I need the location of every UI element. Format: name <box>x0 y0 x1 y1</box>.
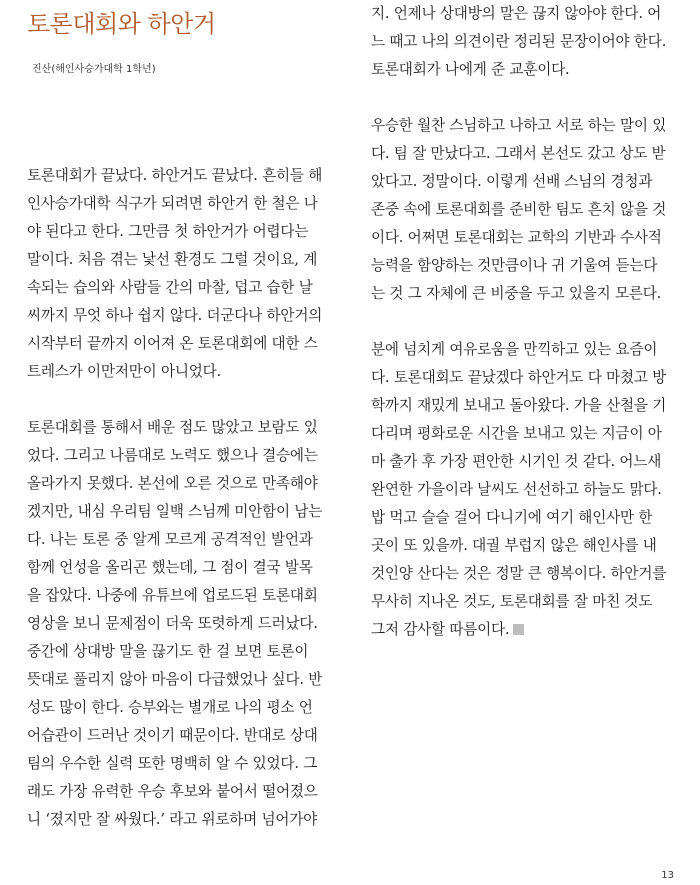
paragraph-gap <box>27 386 325 414</box>
text-line: 성도 많이 한다. 승부와는 별개로 나의 평소 언 <box>27 699 313 716</box>
text-line: 뜻대로 풀리지 않아 마음이 다급했었나 싶다. 반 <box>27 671 323 688</box>
text-line: 래도 가장 유력한 우승 후보와 붙어서 떨어졌으 <box>27 783 318 800</box>
end-mark-square-icon <box>513 624 524 635</box>
text-line: 시작부터 끝까지 이어져 온 토론대회에 대한 스 <box>27 335 318 352</box>
text-line: 분에 넘치게 여유로움을 만끽하고 있는 요즘이 <box>371 341 658 358</box>
text-line: 말이다. 처음 겪는 낯선 환경도 그럴 것이요, 계 <box>27 251 318 268</box>
text-line: 을 잡았다. 나중에 유튜브에 업로드된 토론대회 <box>27 587 318 604</box>
paragraph-gap <box>371 308 669 336</box>
text-line-content: 그저 감사할 따름이다. <box>371 621 510 638</box>
text-line: 다. 팀 잘 만났다고. 그래서 본선도 갔고 상도 받 <box>371 145 666 162</box>
right-column <box>371 0 669 644</box>
text-line: 곳이 또 있을까. 대궐 부럽지 않은 해인사를 내 <box>371 537 657 554</box>
text-line: 니 ‘졌지만 잘 싸웠다.’ 라고 위로하며 넘어가야 <box>27 811 318 828</box>
text-line: 인사승가대학 식구가 되려면 하안거 한 철은 나 <box>27 195 318 212</box>
text-line: 우승한 월찬 스님하고 나하고 서로 하는 말이 있 <box>371 117 667 134</box>
text-line: 었다. 그리고 나름대로 노력도 했으나 결승에는 <box>27 447 318 464</box>
text-line: 어습관이 드러난 것이기 때문이다. 반대로 상대 <box>27 727 318 744</box>
text-line: 중간에 상대방 말을 끊기도 한 걸 보면 토론이 <box>27 643 309 660</box>
text-line: 이다. 어쩌면 토론대회는 교학의 기반과 수사적 <box>371 229 662 246</box>
text-line: 능력을 함양하는 것만큼이나 귀 기울여 듣는다 <box>371 257 658 274</box>
text-line: 팀의 우수한 실력 또한 명백히 알 수 있었다. 그 <box>27 755 318 772</box>
paragraph <box>371 0 669 84</box>
text-line: 았다고. 정말이다. 이렇게 선배 스님의 경청과 <box>371 173 653 190</box>
paragraph <box>27 414 325 834</box>
text-line <box>371 616 669 644</box>
text-line: 토론대회를 통해서 배운 점도 많았고 보람도 있 <box>27 419 318 436</box>
text-line: 영상을 보니 문제점이 더욱 또렷하게 드러났다. <box>27 615 318 632</box>
text-line: 함께 언성을 올리곤 했는데, 그 점이 결국 발목 <box>27 559 313 576</box>
text-line: 씨까지 무엇 하나 쉽지 않다. 더군다나 하안거의 <box>27 307 323 324</box>
paragraph-gap <box>371 84 669 112</box>
paragraph <box>371 336 669 644</box>
left-column <box>27 162 325 834</box>
text-line: 올라가지 못했다. 본선에 오른 것으로 만족해야 <box>27 475 318 492</box>
paragraph <box>27 162 325 386</box>
text-line: 다리며 평화로운 시간을 보내고 있는 지금이 아 <box>371 425 662 442</box>
text-line: 겠지만, 내심 우리팀 일백 스님께 미안함이 남는 <box>27 503 323 520</box>
text-line: 트레스가 이만저만이 아니었다. <box>27 363 221 380</box>
text-line: 밥 먹고 슬슬 걸어 다니기에 여기 해인사만 한 <box>371 509 653 526</box>
author-byline: 진산(해인사승가대학 1학년) <box>32 64 156 75</box>
text-line: 토론대회가 나에게 준 교훈이다. <box>371 61 570 78</box>
article-title: 토론대회와 하안거 <box>27 10 216 38</box>
text-line: 학까지 재밌게 보내고 돌아왔다. 가을 산철을 기 <box>371 397 667 414</box>
text-line: 지. 언제나 상대방의 말은 끊지 않아야 한다. 어 <box>371 5 662 22</box>
text-line: 속되는 습의와 사람들 간의 마찰, 덥고 습한 날 <box>27 279 313 296</box>
text-line: 다. 나는 토론 중 알게 모르게 공격적인 발언과 <box>27 531 313 548</box>
text-line: 토론대회가 끝났다. 하안거도 끝났다. 흔히들 해 <box>27 167 323 184</box>
text-line: 완연한 가을이라 날씨도 선선하고 하늘도 맑다. <box>371 481 662 498</box>
text-line: 마 출가 후 가장 편안한 시기인 것 같다. 어느새 <box>371 453 662 470</box>
text-line: 것인양 산다는 것은 정말 큰 행복이다. 하안거를 <box>371 565 667 582</box>
text-line: 존중 속에 토론대회를 준비한 팀도 흔치 않을 것 <box>371 201 667 218</box>
page-number: 13 <box>661 870 674 881</box>
text-line: 다. 토론대회도 끝났겠다 하안거도 다 마쳤고 방 <box>371 369 667 386</box>
text-line: 야 된다고 한다. 그만큼 첫 하안거가 어렵다는 <box>27 223 309 240</box>
text-line: 무사히 지나온 것도, 토론대회를 잘 마친 것도 <box>371 593 653 610</box>
paragraph <box>371 112 669 308</box>
text-line: 는 것 그 자체에 큰 비중을 두고 있을지 모른다. <box>371 285 662 302</box>
text-line: 느 때고 나의 의견이란 정리된 문장이어야 한다. <box>371 33 667 50</box>
